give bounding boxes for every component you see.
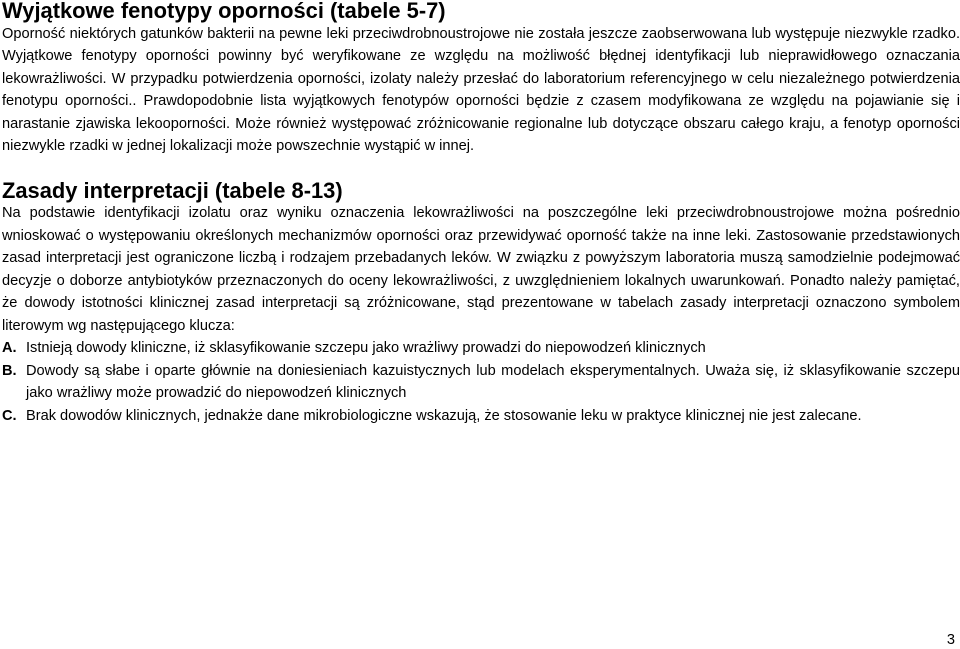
evidence-key-list <box>2 337 960 427</box>
key-text: Brak dowodów klinicznych, jednakże dane mikrobiologiczne wskazują, że stosowanie leku w praktyce klinicznej nie jest zalecane. <box>26 407 862 424</box>
page-number: 3 <box>946 632 955 648</box>
document-page <box>2 0 960 427</box>
section-interpretation-rules <box>2 177 960 428</box>
body-paragraph: Oporność niektórych gatunków bakterii na pewne leki przeciwdrobnoustrojowe nie została jeszcze zaobserwowana lub występuje niezwykle rzadko. Wyjątkowe fenotypy oporności powinny być weryfikowane ze względu na możliwość błędnej identyfikacji lub nieprawidłowego oznaczania lekowrażliwości. W przypadku potwierdzenia oporności, izolaty należy przesłać do laboratorium referencyjnego w celu niezależnego potwierdzenia fenotypu oporności.. Prawdopodobnie lista wyjątkowych fenotypów oporności będzie z czasem modyfikowana ze względu na pojawianie się i narastanie zjawiska lekooporności. Może również występować zróżnicowanie regionalne lub dotyczące obszaru całego kraju, a fenotyp oporności niezwykle rzadki w jednej lokalizacji może powszechnie wystąpić w innej. <box>2 25 960 154</box>
key-letter: A. <box>2 340 17 356</box>
key-text: Istnieją dowody kliniczne, iż sklasyfikowanie szczepu jako wrażliwy prowadzi do niepowodzeń klinicznych <box>26 340 706 356</box>
section-heading: Zasady interpretacji (tabele 8-13) <box>2 177 343 203</box>
key-text: Dowody są słabe i oparte głównie na doniesieniach kazuistycznych lub modelach eksperymentalnych. Uważa się, iż sklasyfikowanie szczepu jako wrażliwy może prowadzić do niepowodzeń klinicznych <box>26 362 960 401</box>
key-item-a <box>2 337 960 360</box>
key-letter: C. <box>2 407 17 424</box>
section-exceptional-phenotypes <box>2 0 960 158</box>
key-letter: B. <box>2 362 17 379</box>
section-heading: Wyjątkowe fenotypy oporności (tabele 5-7) <box>2 0 446 23</box>
section-spacer <box>2 158 960 180</box>
key-item-c <box>2 405 960 428</box>
key-item-b <box>2 360 960 405</box>
body-paragraph: Na podstawie identyfikacji izolatu oraz wyniku oznaczenia lekowrażliwości na poszczególne leki przeciwdrobnoustrojowe można pośrednio wnioskować o występowaniu określonych mechanizmów oporności oraz przewidywać oporność także na inne leki. Zastosowanie przedstawionych zasad interpretacji jest ograniczone liczbą i rodzajem przebadanych leków. W związku z powyższym laboratoria muszą samodzielnie podejmować decyzje o doborze antybiotyków przeznaczonych do oceny lekowrażliwości, z uwzględnieniem lokalnych uwarunkowań. Ponadto należy pamiętać, że dowody istotności klinicznej zasad interpretacji są zróżnicowane, stąd prezentowane w tabelach zasady interpretacji oznaczono symbolem literowym wg następującego klucza: <box>2 205 960 334</box>
